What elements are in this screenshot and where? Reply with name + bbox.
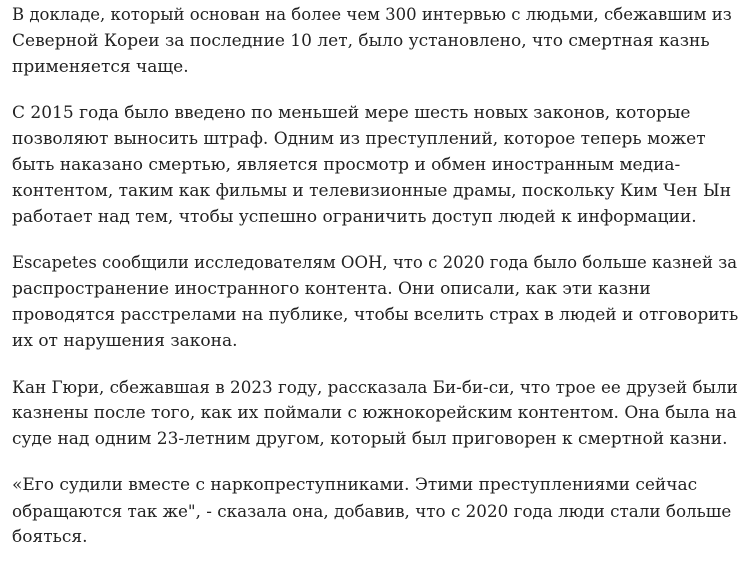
paragraph-line: обращаются так же", - сказала она, добавив, что с 2020 года люди стали больше	[12, 501, 732, 521]
paragraph-line: С 2015 года было введено по меньшей мере шесть новых законов, которые	[12, 103, 691, 123]
article-body	[12, 2, 740, 570]
paragraph-line: быть наказано смертью, является просмотр и обмен иностранным медиа-	[12, 155, 681, 175]
paragraph-line: Escapetes сообщили исследователям ООН, что с 2020 года было больше казней за	[12, 253, 738, 272]
paragraph-3	[12, 250, 740, 354]
paragraph-line: позволяют выносить штраф. Одним из преступлений, которое теперь может	[12, 129, 706, 149]
paragraph-2	[12, 100, 740, 230]
paragraph-line: бояться.	[12, 527, 88, 547]
paragraph-line: работает над тем, чтобы успешно ограничить доступ людей к информации.	[12, 207, 697, 227]
paragraph-line: Кан Гюри, сбежавшая в 2023 году, рассказала Би-би-си, что трое ее друзей были	[12, 377, 738, 397]
paragraph-line: Северной Кореи за последние 10 лет, было установлено, что смертная казнь	[12, 31, 710, 51]
paragraph-line: «Его судили вместе с наркопреступниками. Этими преступлениями сейчас	[12, 475, 698, 495]
paragraph-line: проводятся расстрелами на публике, чтобы вселить страх в людей и отговорить	[12, 305, 739, 325]
paragraph-line: их от нарушения закона.	[12, 331, 238, 351]
paragraph-line: контентом, таким как фильмы и телевизионные драмы, поскольку Ким Чен Ын	[12, 181, 732, 201]
paragraph-1	[12, 2, 740, 80]
paragraph-5	[12, 472, 740, 550]
paragraph-line: казнены после того, как их поймали с южнокорейским контентом. Она была на	[12, 403, 737, 423]
paragraph-4	[12, 374, 740, 452]
paragraph-line: В докладе, который основан на более чем 300 интервью с людьми, сбежавшим из	[12, 5, 732, 24]
paragraph-line: распространение иностранного контента. Они описали, как эти казни	[12, 279, 651, 299]
paragraph-line: применяется чаще.	[12, 57, 189, 77]
paragraph-line: суде над одним 23-летним другом, который был приговорен к смертной казни.	[12, 429, 728, 449]
